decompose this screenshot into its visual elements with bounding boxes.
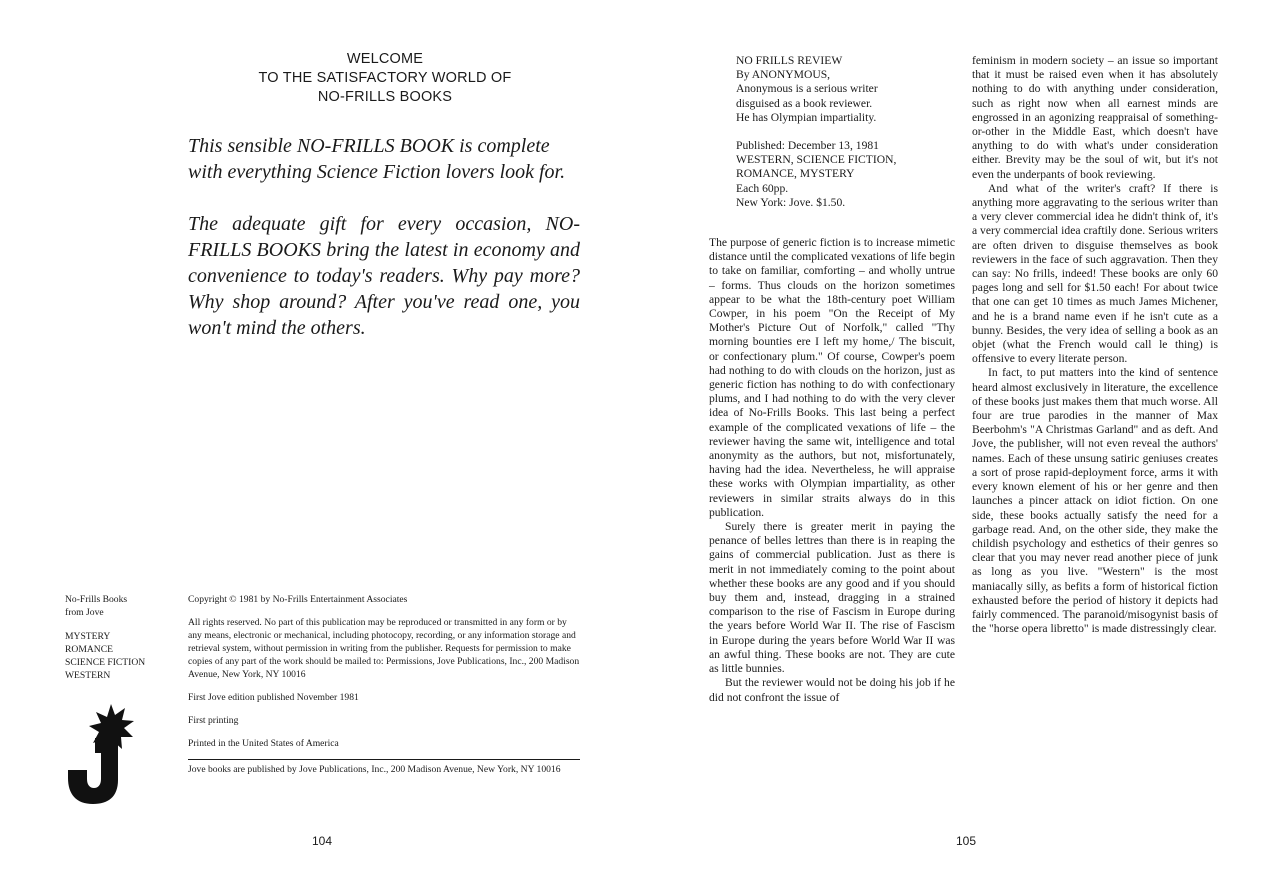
review-header-line: Anonymous is a serious writer <box>736 82 878 96</box>
review-paragraph: And what of the writer's craft? If there is anything more aggravating to the serious writer than a very clever commercial idea he didn't think of, it's a very commercial idea craftily done. Serious writers are often driven to disguise themselves as book reviewers in the face of such aggravation. Then they can say: No frills, indeed! These books are only 60 pages long and sell for $1.50 each! For about twice that one can get 10 times as much James Michener, and he is a brand name even if he isn't cute as a bunny. Besides, the very idea of selling a book as an objet (what the French would call le thing) is offensive to every literate person. <box>972 181 1218 366</box>
review-header-line: New York: Jove. $1.50. <box>736 195 846 209</box>
review-header <box>736 54 966 210</box>
review-header-line: WESTERN, SCIENCE FICTION, <box>736 153 897 167</box>
printed-in: Printed in the United States of America <box>188 738 339 749</box>
review-column-1 <box>709 236 955 705</box>
publisher-sidebar <box>65 593 175 682</box>
copyright-block <box>188 593 580 786</box>
intro-paragraph: This sensible NO-FRILLS BOOK is complete with everything Science Fiction lovers look for. <box>188 135 566 183</box>
genre-line: WESTERN <box>65 670 111 681</box>
review-paragraph: But the reviewer would not be doing his job if he did not confront the issue of <box>709 676 955 704</box>
welcome-line: NO-FRILLS BOOKS <box>317 89 453 105</box>
genre-line: SCIENCE FICTION <box>65 657 146 668</box>
logo-letter: J <box>108 771 109 773</box>
review-header-line: By ANONYMOUS, <box>736 68 831 82</box>
review-paragraph: The purpose of generic fiction is to increase mimetic distance until the complicated vexations of life begin to take on familiar, comforting – and wholly untrue – forms. Thus clouds on the horizon sometimes appear to be what the 18th-century poet William Cowper, in his poem "On the Receipt of My Mother's Picture Out of Norfolk," called "Thy morning bounties ere I left my home,/ The biscuit, or confectionary plum." Of course, Cowper's poem had nothing to do with clouds on the horizon, just as generic fiction has nothing to do with confectionary plums, and I had nothing to do with the very clever idea of No-Frills Books. This last being a perfect example of the complicated vexations of life – the reviewer having the same wit, intelligence and total anonymity as the authors, but not, misfortunately, having had the idea. Nevertheless, he will appraise these works with Olympian impartiality, as other reviewers in similar straits always do in this publication. <box>709 236 955 519</box>
review-paragraph: In fact, to put matters into the kind of sentence heard almost exclusively in literature, the excellence of these books just makes them that much worse. All four are true parodies in the manner of Max Beerbohm's "A Christmas Garland" and as deft. And Jove, the publisher, will not even reveal the authors' names. Each of these unsung satiric geniuses creates a sort of prose rapid-deployment force, arms it with every known element of his or her genre and then launches a pincer attack on idiot fiction. On one side, these books actually satisfy the need for a garbage read. And, on the other side, they make the childish psychology and esthetics of their genres so clear that you may never read another piece of junk as long as you live. "Western" is the most maniacally silly, as befits a form of historical fiction exhausted before the period of history it depicts had fairly commenced. The paranoid/misogynist basis of the "horse opera libretto" is made distressingly clear. <box>972 366 1218 636</box>
review-header-line: Each 60pp. <box>736 181 789 195</box>
page-number: 104 <box>312 834 333 848</box>
welcome-line: TO THE SATISFACTORY WORLD OF <box>258 70 512 86</box>
jove-star-logo <box>64 704 136 804</box>
jove-note: Jove books are published by Jove Publications, Inc., 200 Madison Avenue, New York, NY 10016 <box>188 764 561 775</box>
review-header-line: Published: December 13, 1981 <box>736 139 879 153</box>
publisher-line: from Jove <box>65 607 104 618</box>
review-header-line: NO FRILLS REVIEW <box>736 54 843 67</box>
review-paragraph: feminism in modern society – an issue so important that it must be raised even when it has absolutely nothing to do with anything under consideration, such as right now when all earnest minds are engrossed in an agonizing reappraisal of something-or-other in the Middle East, which doesn't have anything to do with what's under consideration either. Brevity may be the soul of wit, but it's not even the underpants of book reviewing. <box>972 54 1218 181</box>
genre-line: ROMANCE <box>65 644 113 655</box>
first-edition: First Jove edition published November 1981 <box>188 692 359 703</box>
review-header-line: He has Olympian impartiality. <box>736 110 877 124</box>
genre-line: MYSTERY <box>65 631 111 642</box>
rights-text: All rights reserved. No part of this publication may be reproduced or transmitted in any form or by any means, electronic or mechanical, including photocopy, recording, or any information storage and retrieval system, without permission in writing from the publisher. Requests for permission to make copies of any part of the work should be mailed to: Permissions, Jove Publications, Inc., 200 Madison Avenue, New York, NY 10016 <box>188 617 580 680</box>
review-column-2 <box>972 54 1218 636</box>
review-header-line: disguised as a book reviewer. <box>736 96 873 110</box>
intro-paragraph: The adequate gift for every occasion, NO-FRILLS BOOKS bring the latest in economy and convenience to today's readers. Why pay more? Why shop around? After you've read one, you won't mind the others. <box>188 213 580 339</box>
page-number: 105 <box>956 834 977 848</box>
welcome-heading <box>190 50 580 107</box>
copyright-line: Copyright © 1981 by No-Frills Entertainment Associates <box>188 594 408 605</box>
publisher-line: No-Frills Books <box>65 594 128 605</box>
review-header-line <box>736 125 966 139</box>
review-header-line: ROMANCE, MYSTERY <box>736 167 855 181</box>
divider <box>188 759 580 760</box>
review-paragraph: Surely there is greater merit in paying the penance of belles lettres than there is in reaping the gains of commercial publication. Just as there is merit in not immediately coming to the point about whether these books are any good and if you should buy them and, instead, dragging in a strained comparison to the rise of Fascism in Europe during the years before World War II. The rise of Fascism in Europe during the years before World War II was an awful thing. These books are not. They are cute as little bunnies. <box>709 520 955 676</box>
welcome-line: WELCOME <box>346 51 424 67</box>
first-printing: First printing <box>188 715 239 726</box>
